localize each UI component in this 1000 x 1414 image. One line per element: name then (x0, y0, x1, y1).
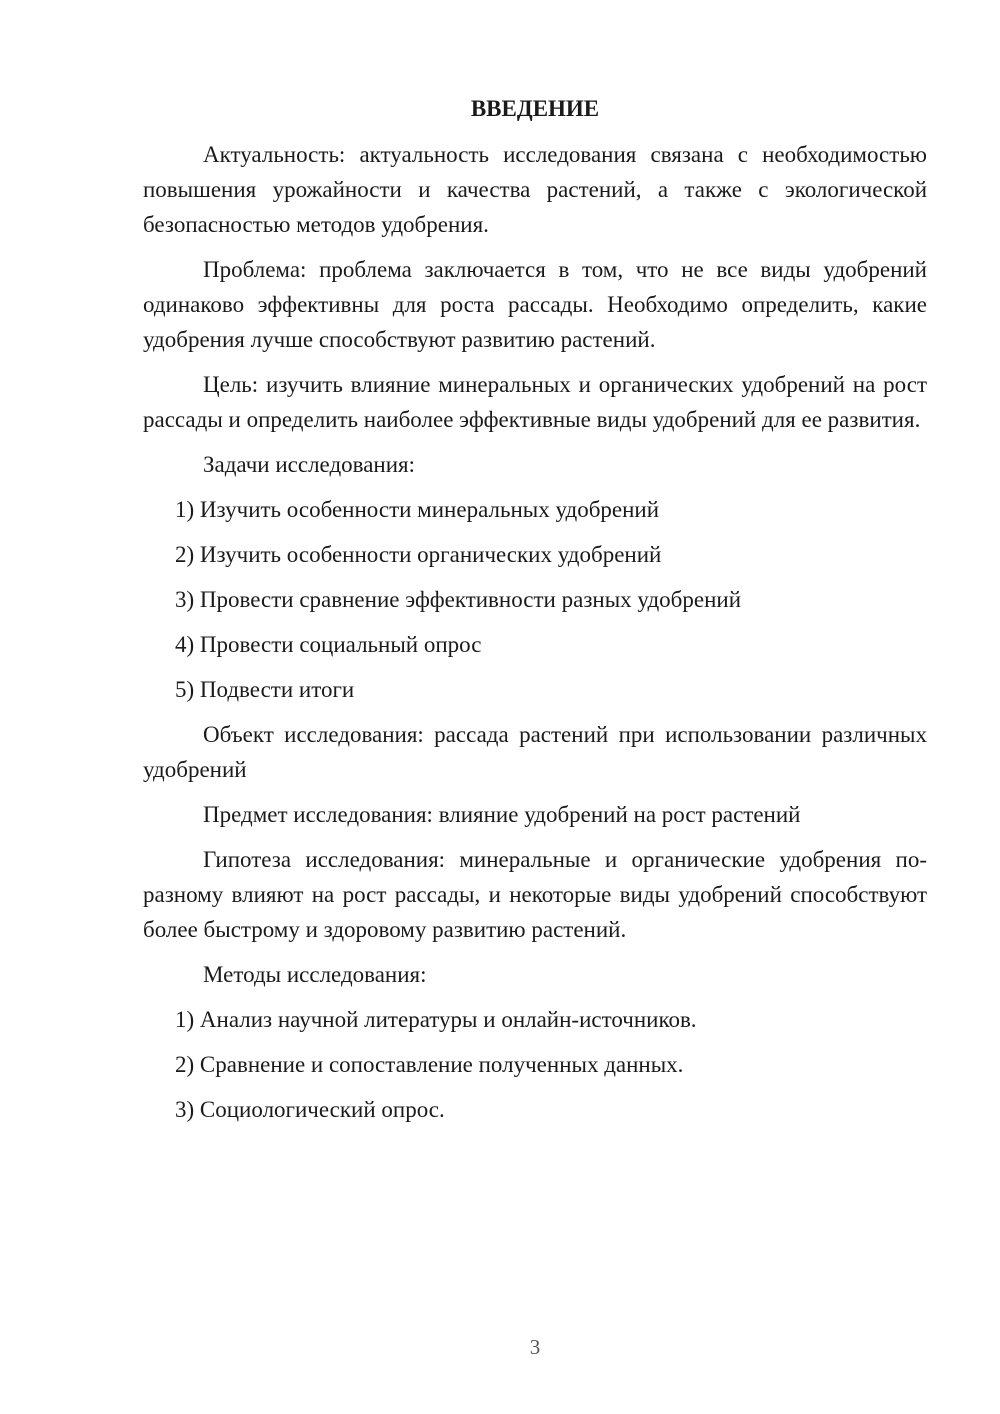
page-number: 3 (529, 1335, 541, 1359)
tasks-heading: Задачи исследования: (203, 452, 416, 477)
subject-paragraph: Предмет исследования: влияние удобрений на рост растений (203, 802, 801, 827)
problem-paragraph: Проблема: проблема заключается в том, что не все виды удобрений одинаково эффективны для роста рассады. Необходимо определить, какие удобрения лучше способствуют развитию растений. (143, 257, 927, 352)
goal-paragraph: Цель: изучить влияние минеральных и органических удобрений на рост рассады и определить наиболее эффективные виды удобрений для ее развития. (143, 372, 927, 432)
task-item-3: 3) Провести сравнение эффективности разных удобрений (175, 587, 742, 612)
object-paragraph: Объект исследования: рассада растений при использовании различных удобрений (143, 722, 927, 782)
method-item-2: 2) Сравнение и сопоставление полученных данных. (175, 1052, 684, 1077)
task-item-2: 2) Изучить особенности органических удобрений (175, 542, 662, 567)
method-item-1: 1) Анализ научной литературы и онлайн-источников. (175, 1007, 697, 1032)
task-item-5: 5) Подвести итоги (175, 677, 355, 702)
page-content (143, 90, 927, 1137)
task-item-1: 1) Изучить особенности минеральных удобрений (175, 497, 660, 522)
section-title: ВВЕДЕНИЕ (470, 96, 600, 121)
methods-heading: Методы исследования: (203, 962, 427, 987)
task-item-4: 4) Провести социальный опрос (175, 632, 482, 657)
relevance-paragraph: Актуальность: актуальность исследования связана с необходимостью повышения урожайности и качества растений, а также с экологической безопасностью методов удобрения. (143, 142, 927, 237)
method-item-3: 3) Социологический опрос. (175, 1097, 445, 1122)
hypothesis-paragraph: Гипотеза исследования: минеральные и органические удобрения по-разному влияют на рост рассады, и некоторые виды удобрений способствуют более быстрому и здоровому развитию растений. (143, 847, 927, 942)
